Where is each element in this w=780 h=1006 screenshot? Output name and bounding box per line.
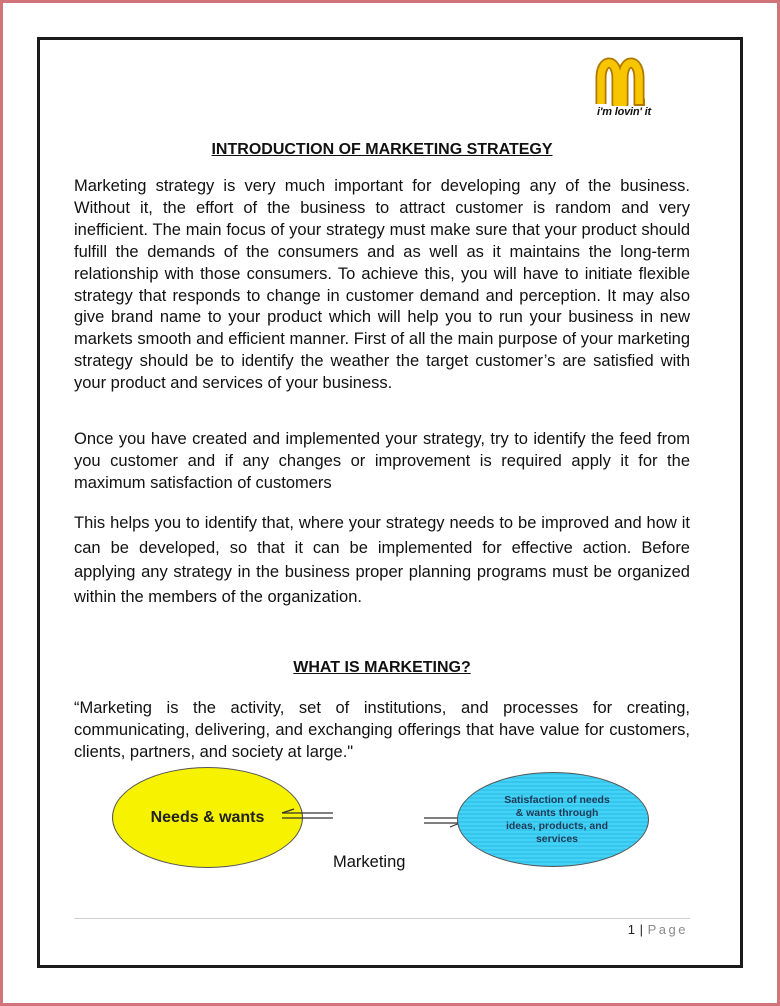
page-word: Page — [647, 922, 688, 937]
arrow-left-icon — [422, 814, 462, 828]
footer-divider — [74, 918, 690, 919]
paragraph-intro-1: Marketing strategy is very much important for developing any of the business. Without it, the effort of the business to attract customer is random and very inefficient. The main focus of your strategy must make sure that your product should fulfill the demands of the consumers and as well as it maintains the long-term relationship with those consumers. To achieve this, you will have to initiate flexible strategy that responds to change in customer demand and perception. It may also give brand name to your product which will help you to run your business in new markets smooth and efficient manner. First of all the main purpose of your marketing strategy should be to identify the weather the target customer’s are satisfied with your product and services of your business. — [74, 177, 690, 393]
satisfaction-label: Satisfaction of needs & wants through ideas, products, and services — [504, 793, 610, 845]
section-heading-introduction: INTRODUCTION OF MARKETING STRATEGY — [211, 141, 553, 158]
marketing-definition-quote: “Marketing is the activity, set of institutions, and processes for creating, communicating, delivering, and exchanging offerings that have value for customers, clients, partners, and society at large." — [74, 699, 690, 761]
needs-wants-label: Needs & wants — [150, 808, 265, 826]
page-number: 1 — [627, 922, 636, 937]
page-separator: | — [639, 922, 644, 937]
section-heading-what-is-marketing: WHAT IS MARKETING? — [293, 659, 471, 676]
satisfaction-node — [457, 772, 649, 867]
logo-tagline: i'm lovin' it — [597, 106, 651, 118]
paragraph-intro-3: This helps you to identify that, where your strategy needs to be improved and how it can be developed, so that it can be implemented for effective action. Before applying any strategy in the business proper planning programs must be organized within the members of the organization. — [74, 514, 690, 606]
golden-arches-icon — [583, 56, 663, 106]
arrow-right-icon — [280, 808, 336, 824]
page-number-footer — [628, 922, 688, 937]
mcdonalds-logo — [583, 56, 663, 122]
paragraph-intro-2: Once you have created and implemented your strategy, try to identify the feed from you customer and if any changes or improvement is required apply it for the maximum satisfaction of customers — [74, 430, 690, 492]
needs-wants-node — [112, 767, 303, 868]
diagram-caption: Marketing — [333, 853, 406, 871]
